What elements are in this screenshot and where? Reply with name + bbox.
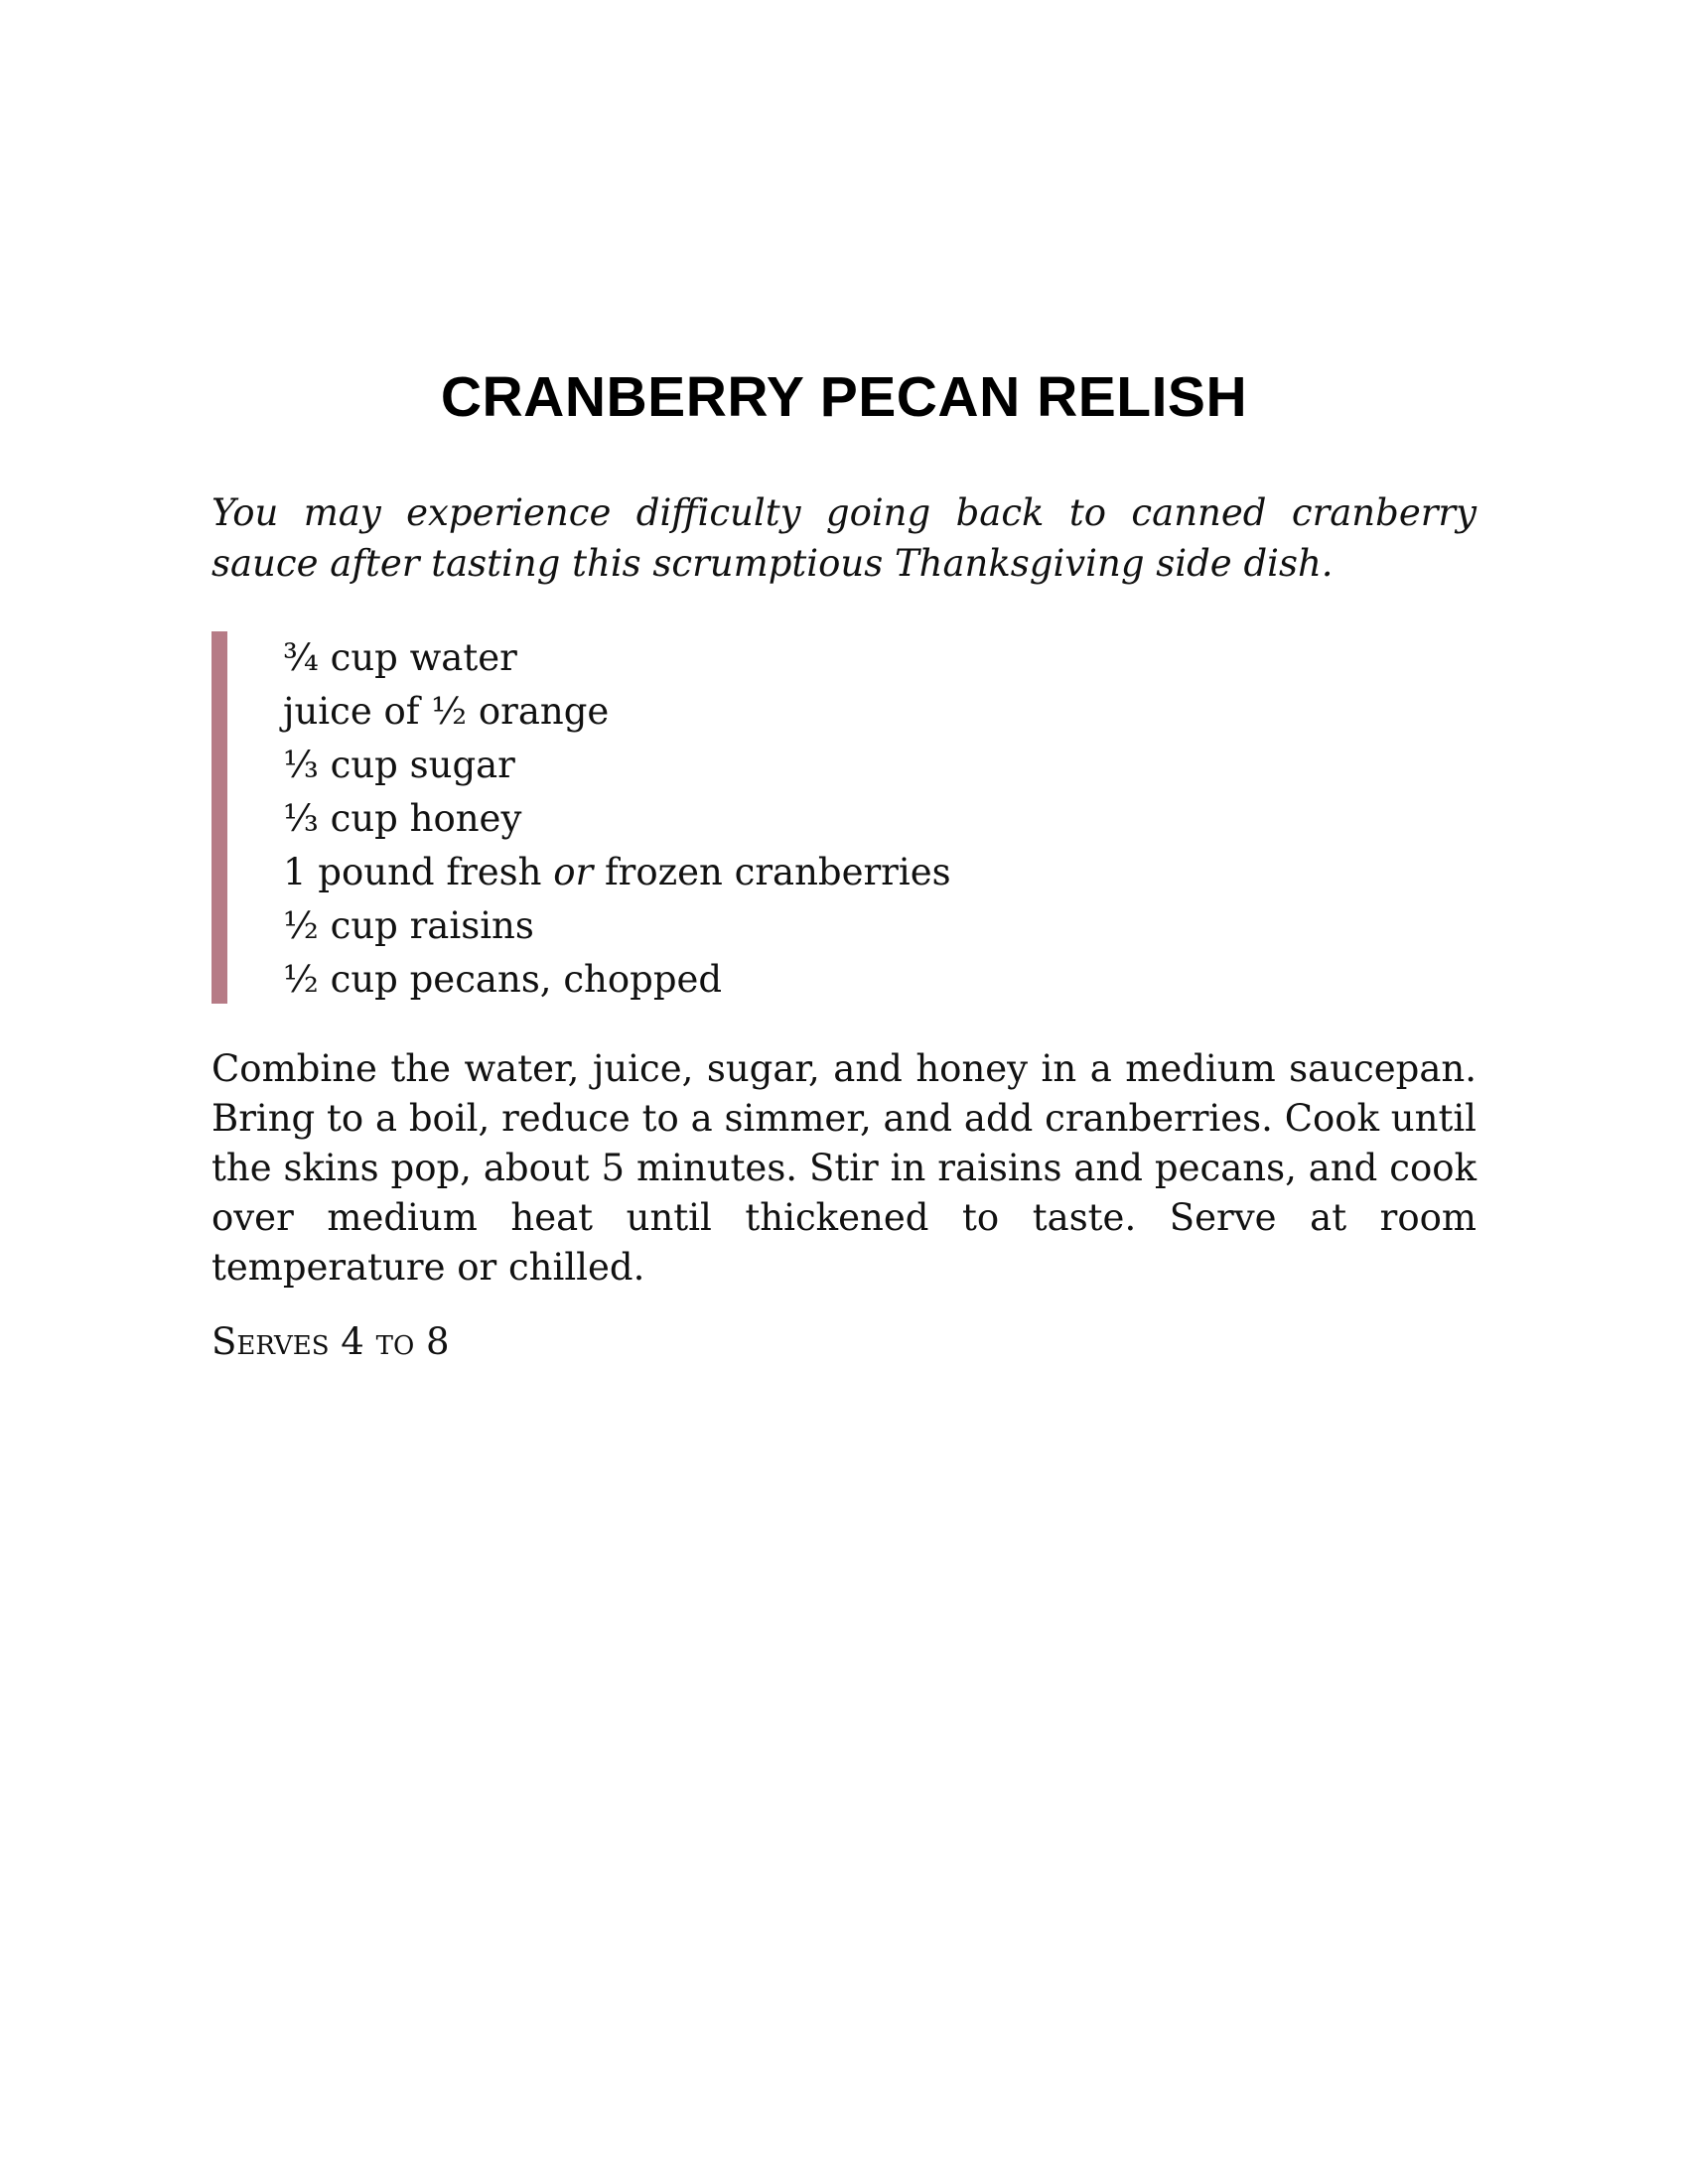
ingredient-item bbox=[283, 846, 1105, 899]
ingredient-list bbox=[211, 631, 1105, 1004]
ingredient-item: ½ cup pecans, chopped bbox=[283, 958, 723, 1001]
ingredient-item: juice of ½ orange bbox=[283, 690, 610, 733]
recipe-yield: Serves 4 to 8 bbox=[211, 1320, 450, 1363]
ingredient-text: 1 pound fresh bbox=[283, 851, 554, 893]
ingredient-item: ⅓ cup sugar bbox=[283, 744, 515, 786]
recipe-directions: Combine the water, juice, sugar, and honey in a medium saucepan. Bring to a boil, reduce to a simmer, and add cranberries. Cook until the skins pop, about 5 minutes. Stir in raisins and pecans, and cook over medium heat until thickened to taste. Serve at room temperature or chilled. bbox=[211, 1047, 1477, 1289]
ingredient-emphasis: or bbox=[553, 851, 594, 893]
ingredient-text: frozen cranberries bbox=[593, 851, 951, 893]
ingredient-item: ⅓ cup honey bbox=[283, 797, 522, 840]
recipe-intro: You may experience difficulty going back to canned cranberry sauce after tasting this scrumptious Thanksgiving side dish. bbox=[211, 491, 1477, 585]
ingredient-item: ¾ cup water bbox=[283, 636, 517, 679]
recipe-title: CRANBERRY PECAN RELISH bbox=[440, 365, 1248, 429]
ingredient-item: ½ cup raisins bbox=[283, 904, 534, 947]
